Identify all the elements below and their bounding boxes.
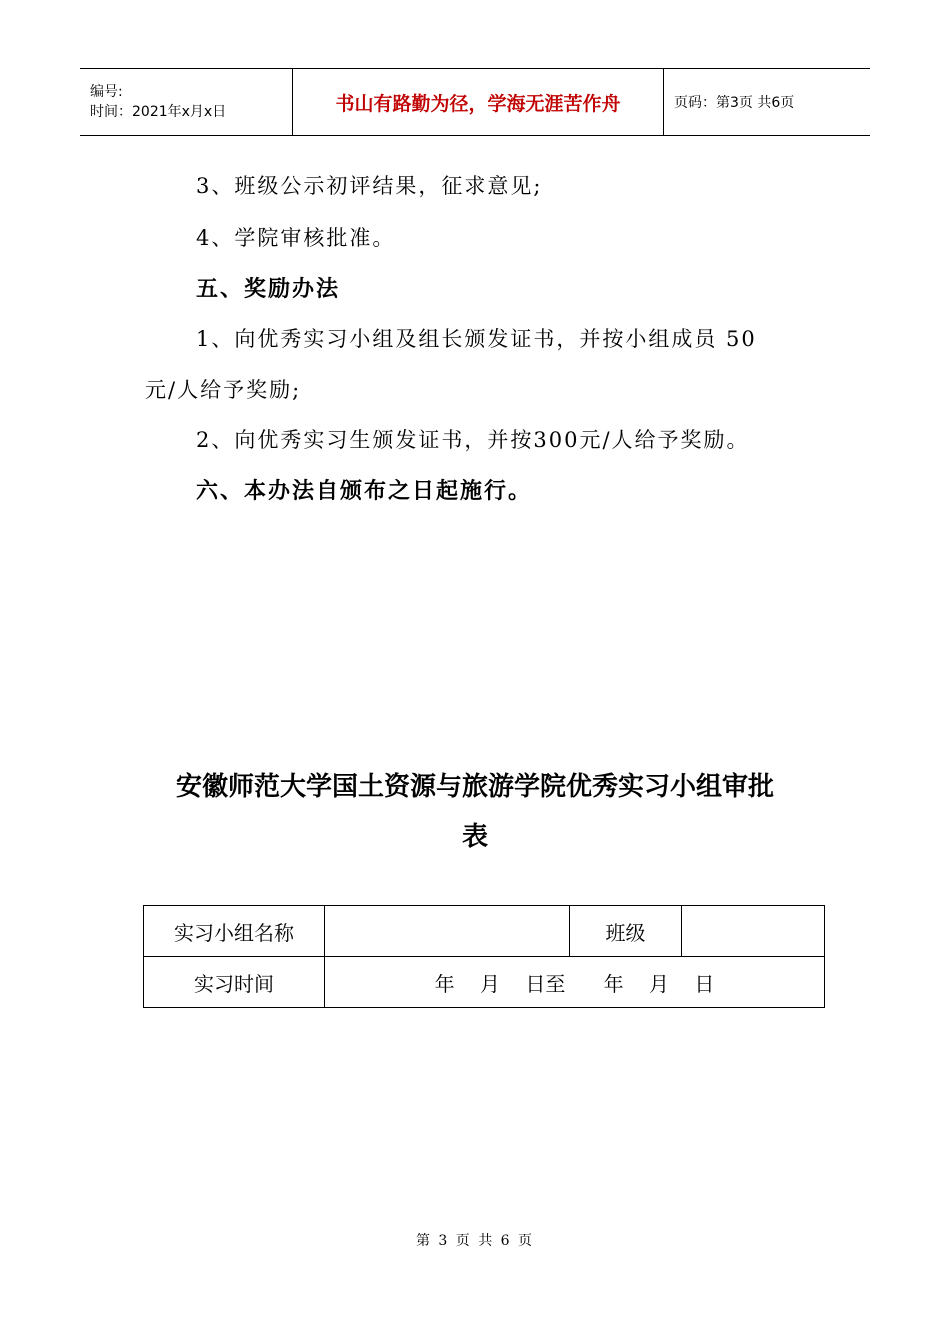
paragraph-reward-2: 2、向优秀实习生颁发证书，并按300元/人给予奖励。 bbox=[196, 428, 750, 452]
form-title-line1: 安徽师范大学国土资源与旅游学院优秀实习小组审批 bbox=[175, 772, 774, 802]
paragraph-step-4: 4、学院审核批准。 bbox=[196, 226, 396, 250]
form-title-line2: 表 bbox=[461, 822, 488, 852]
internship-time-field[interactable]: 年 月 日至 年 月 日 bbox=[325, 957, 825, 1008]
group-name-label: 实习小组名称 bbox=[144, 906, 325, 957]
paragraph-reward-1-line1: 1、向优秀实习小组及组长颁发证书，并按小组成员 50 bbox=[196, 327, 757, 351]
section-heading-5: 五、奖励办法 bbox=[196, 277, 341, 302]
header-meta bbox=[80, 69, 293, 136]
section-heading-6: 六、本办法自颁布之日起施行。 bbox=[196, 479, 533, 504]
approval-form-table bbox=[143, 905, 825, 1008]
page-footer: 第 3 页 共 6 页 bbox=[415, 1233, 535, 1249]
header-page-info: 页码：第3页 共6页 bbox=[664, 69, 871, 136]
paragraph-reward-1-line2: 元/人给予奖励; bbox=[145, 378, 302, 402]
page-header bbox=[80, 68, 870, 136]
paragraph-step-3: 3、班级公示初评结果，征求意见; bbox=[196, 174, 543, 198]
document-time-label: 时间：2021年x月x日 bbox=[90, 104, 227, 120]
table-row bbox=[144, 906, 825, 957]
header-motto: 书山有路勤为径，学海无涯苦作舟 bbox=[293, 69, 664, 136]
internship-time-label: 实习时间 bbox=[144, 957, 325, 1008]
group-name-field[interactable] bbox=[325, 906, 570, 957]
class-field[interactable] bbox=[682, 906, 825, 957]
class-label: 班级 bbox=[570, 906, 682, 957]
table-row bbox=[144, 957, 825, 1008]
document-number-label: 编号: bbox=[90, 84, 123, 100]
